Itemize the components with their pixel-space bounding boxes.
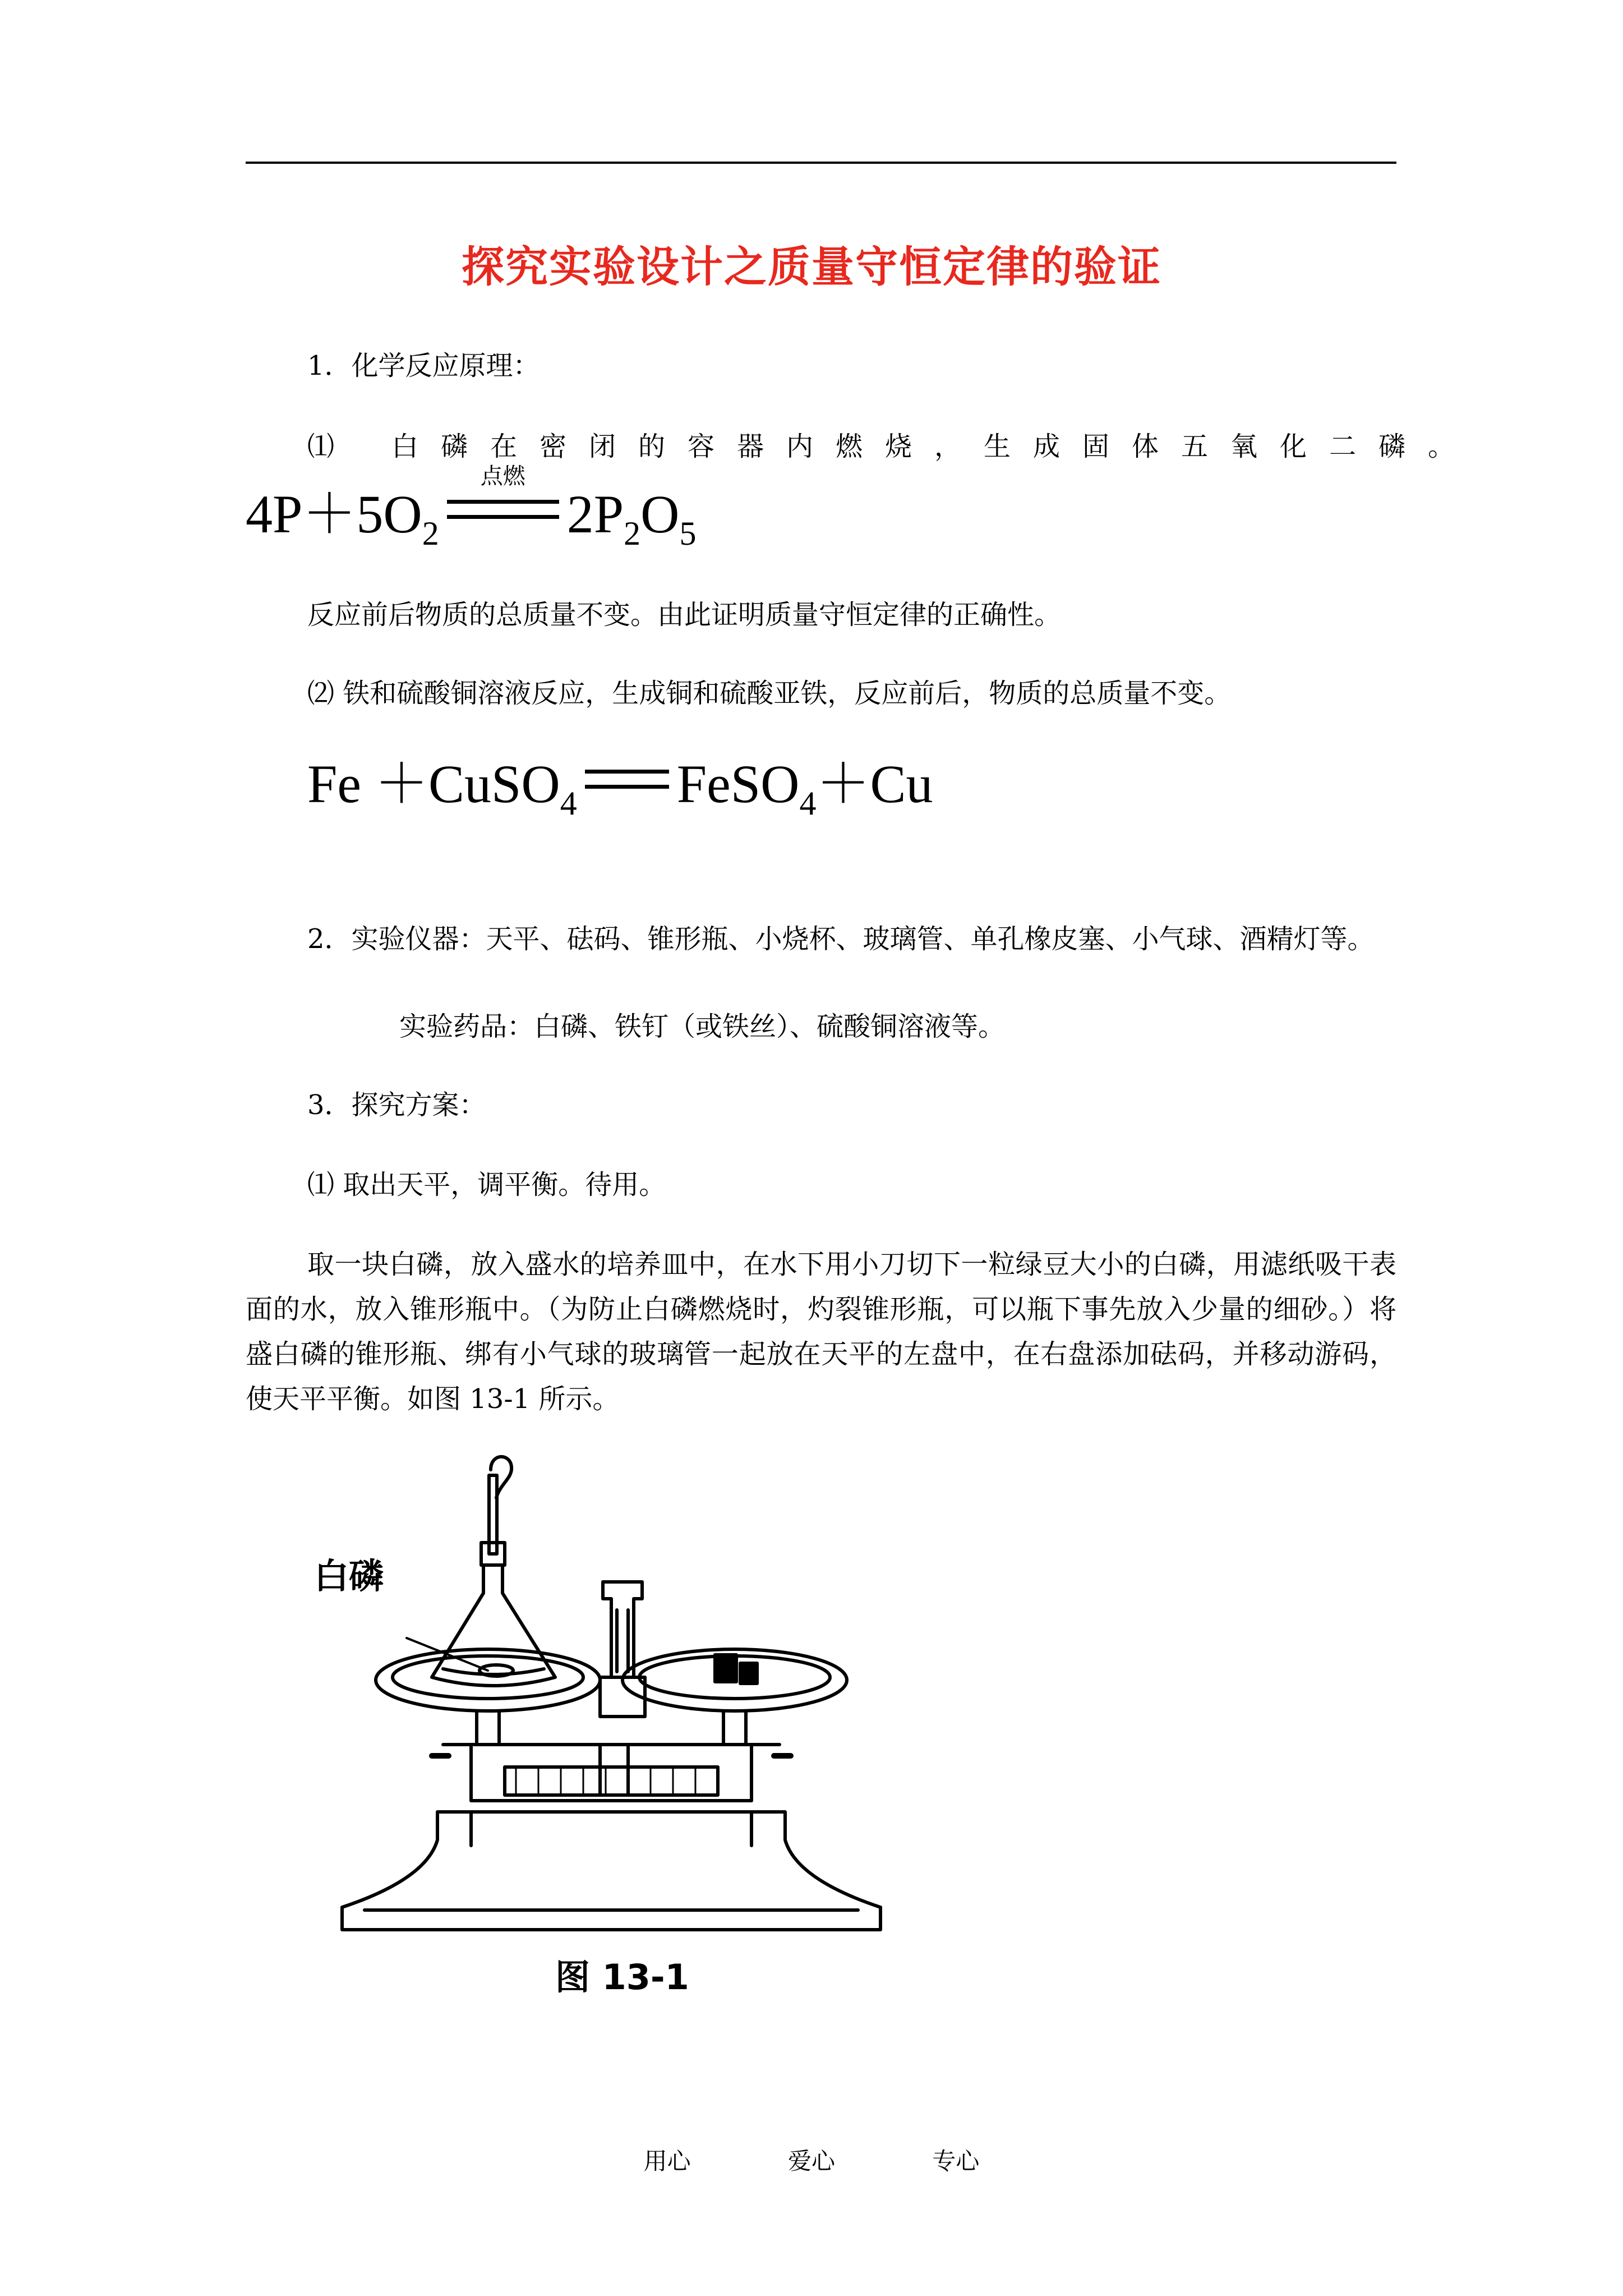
figure-label-white-phosphorus: 白磷: [314, 1556, 384, 1596]
item-1-text: 白磷在密闭的容器内燃烧，生成固体五氧化二磷。: [391, 431, 1478, 462]
item-2-text: ⑵ 铁和硫酸铜溶液反应，生成铜和硫酸亚铁，反应前后，物质的总质量不变。: [307, 678, 1232, 709]
page-footer: [0, 2143, 1623, 2177]
equals-sign: [447, 463, 559, 519]
page-title: 探究实验设计之质量守恒定律的验证: [462, 242, 1161, 292]
section-3-heading: 3．探究方案：: [307, 1089, 486, 1121]
section-2-instruments: 2．实验仪器：天平、砝码、锥形瓶、小烧杯、玻璃管、单孔橡皮塞、小气球、酒精灯等。: [307, 923, 1375, 955]
footer-text: 用心: [643, 2147, 691, 2175]
section-1-heading: 1．化学反应原理：: [307, 350, 540, 381]
item-1-number: ⑴: [307, 431, 335, 462]
equals-sign: [585, 770, 669, 789]
reaction-condition: 点燃: [480, 463, 525, 489]
section-3-paragraph: 取一块白磷，放入盛水的培养皿中，在水下用小刀切下一粒绿豆大小的白磷，用滤纸吸干表面的水，放入锥形瓶中。（为防止白磷燃烧时，灼裂锥形瓶，可以瓶下事先放入少量的细砂。）将盛白磷的锥形瓶、绑有小气球的玻璃管一起放在天平的左盘中，在右盘添加砝码，并移动游码，使天平平衡。如图 13-1 所示。: [246, 1249, 1396, 1415]
section-2-reagents: 实验药品：白磷、铁钉（或铁丝）、硫酸铜溶液等。: [399, 1011, 1006, 1042]
equation-phosphorus: $4P+5O_2$ 点燃 $2P_2O_5$: [246, 463, 697, 552]
section-3-item-1: ⑴ 取出天平，调平衡。待用。: [307, 1169, 666, 1200]
equation-iron: Fe ＋CuSO$_4$ FeSO$_4$＋Cu: [307, 754, 933, 822]
footer-text: 专心: [932, 2147, 980, 2175]
header-rule: [246, 162, 1396, 164]
footer-text: 爱心: [787, 2147, 835, 2175]
figure-caption: 图 13-1: [555, 1957, 689, 1998]
item-1-note: 反应前后物质的总质量不变。由此证明质量守恒定律的正确性。: [307, 599, 1062, 631]
balance-scale-figure: [303, 1453, 942, 1947]
